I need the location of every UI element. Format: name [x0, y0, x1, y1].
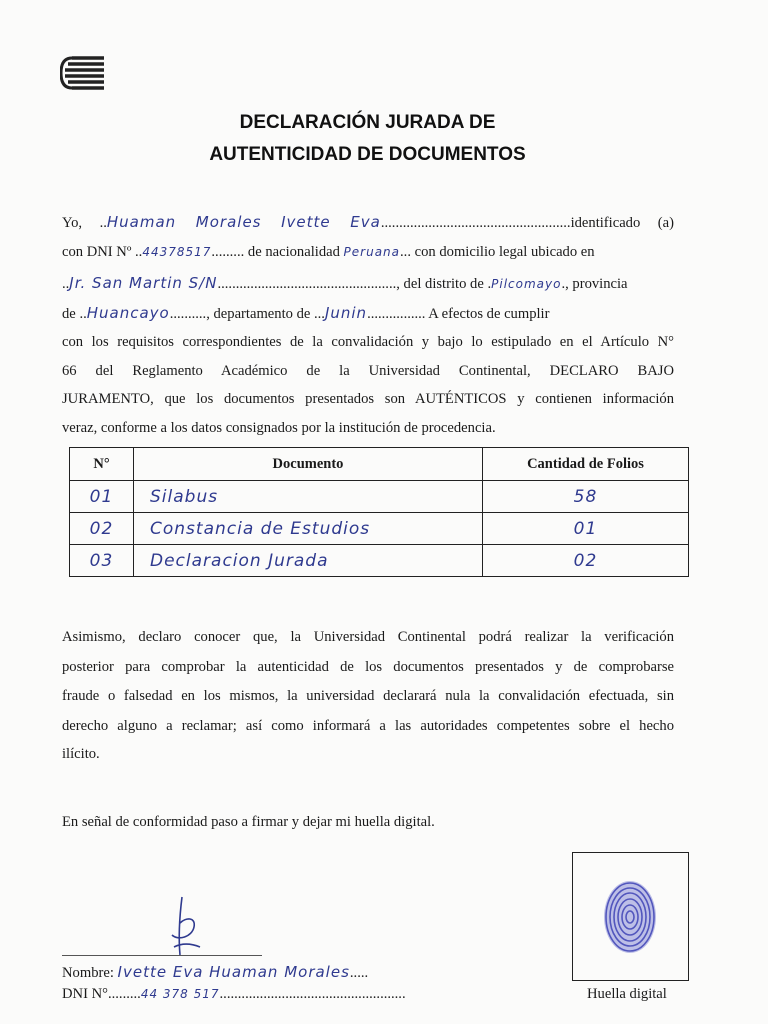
dni-value: 44378517 [142, 245, 212, 259]
row-number: 01 [89, 486, 114, 507]
identificado-label: identificado (a) [570, 215, 674, 231]
fingerprint-box [572, 852, 689, 981]
nombre-label: Nombre: [62, 965, 114, 981]
row-document: Silabus [150, 486, 219, 507]
form-line-1: Yo, ..Huaman Morales Ivette Eva....................................................identificado (a) [62, 213, 674, 231]
departamento-label: , departamento de [206, 306, 311, 322]
form-line-4: de ..Huancayo.........., departamento de ...Junin................ A efectos de cumplir [62, 304, 550, 322]
form-line-3: ..Jr. San Martin S/N................................................., del distrito de .Pilcomayo., provincia [62, 274, 628, 292]
title-line1: DECLARACIÓN JURADA DE [239, 112, 496, 133]
col-header-document: Documento [134, 448, 483, 481]
col-header-folios: Cantidad de Folios [483, 448, 689, 481]
sig-dni-value: 44 378 517 [140, 987, 220, 1001]
nombre-line: Nombre: Ivette Eva Huaman Morales..... [62, 963, 369, 981]
table-row [70, 481, 689, 513]
sig-dni-line: DNI N°.........44 378 517................................................... [62, 986, 406, 1002]
body-line-4: con los requisitos correspondientes de la convalidación y bajo lo estipulado en el Artículo N° [62, 334, 674, 350]
row-folios: 01 [573, 518, 598, 539]
paragraph-line-4: derecho alguno a reclamar; así como informará a las autoridades competentes sobre el hecho [62, 718, 674, 734]
table-row [70, 513, 689, 545]
form-line-2: con DNI Nº ..44378517......... de nacionalidad Peruana... con domicilio legal ubicado en [62, 244, 595, 260]
conformidad-text: En señal de conformidad paso a firmar y dejar mi huella digital. [62, 814, 435, 830]
continental-logo-icon [60, 55, 108, 96]
row-number: 03 [89, 550, 114, 571]
yo-label: Yo, [62, 215, 83, 231]
departamento-value: Junin [324, 304, 368, 322]
signature-icon [160, 893, 220, 968]
row-folios: 02 [573, 550, 598, 571]
huella-label: Huella digital [587, 986, 667, 1002]
domicilio-label: con domicilio legal ubicado en [414, 244, 595, 260]
table-row [70, 545, 689, 577]
paragraph-line-1: Asimismo, declaro conocer que, la Universidad Continental podrá realizar la verificación [62, 629, 674, 645]
body-line-5: 66 del Reglamento Académico de la Universidad Continental, DECLARO BAJO [62, 363, 674, 379]
body-line-6: JURAMENTO, que los documentos presentados son AUTÉNTICOS y contienen información [62, 391, 674, 407]
sig-dni-label: DNI N° [62, 986, 108, 1002]
efectos-label: A efectos de cumplir [428, 306, 550, 322]
signature-line [62, 955, 262, 956]
dni-label: con DNI Nº [62, 244, 132, 260]
address-value: Jr. San Martin S/N [69, 274, 218, 292]
row-document: Declaracion Jurada [150, 550, 329, 571]
paragraph-line-5: ilícito. [62, 746, 100, 762]
documents-table [69, 447, 689, 577]
row-number: 02 [89, 518, 114, 539]
provincia-value: Huancayo [86, 304, 170, 322]
distrito-label: , del distrito de [396, 276, 484, 292]
provincia-label: , provincia [565, 276, 628, 292]
distrito-value: Pilcomayo [491, 277, 562, 291]
nacionalidad-value: Peruana [343, 245, 401, 259]
nacionalidad-label: de nacionalidad [247, 244, 340, 260]
row-document: Constancia de Estudios [150, 518, 371, 539]
fingerprint-icon [573, 853, 688, 980]
title-line2: AUTENTICIDAD DE DOCUMENTOS [209, 144, 526, 165]
row-folios: 58 [573, 486, 598, 507]
de-label: de [62, 306, 76, 322]
nombre-value: Ivette Eva Huaman Morales [117, 963, 350, 981]
col-header-number: N° [70, 448, 134, 481]
table-header-row [70, 448, 689, 481]
body-line-7: veraz, conforme a los datos consignados por la institución de procedencia. [62, 420, 496, 436]
name-value: Huaman Morales Ivette Eva [106, 213, 381, 231]
paragraph-line-3: fraude o falsedad en los mismos, la universidad declarará nula la convalidación efectuada, sin [62, 688, 674, 704]
paragraph-line-2: posterior para comprobar la autenticidad de los documentos presentados y de comprobarse [62, 659, 674, 675]
